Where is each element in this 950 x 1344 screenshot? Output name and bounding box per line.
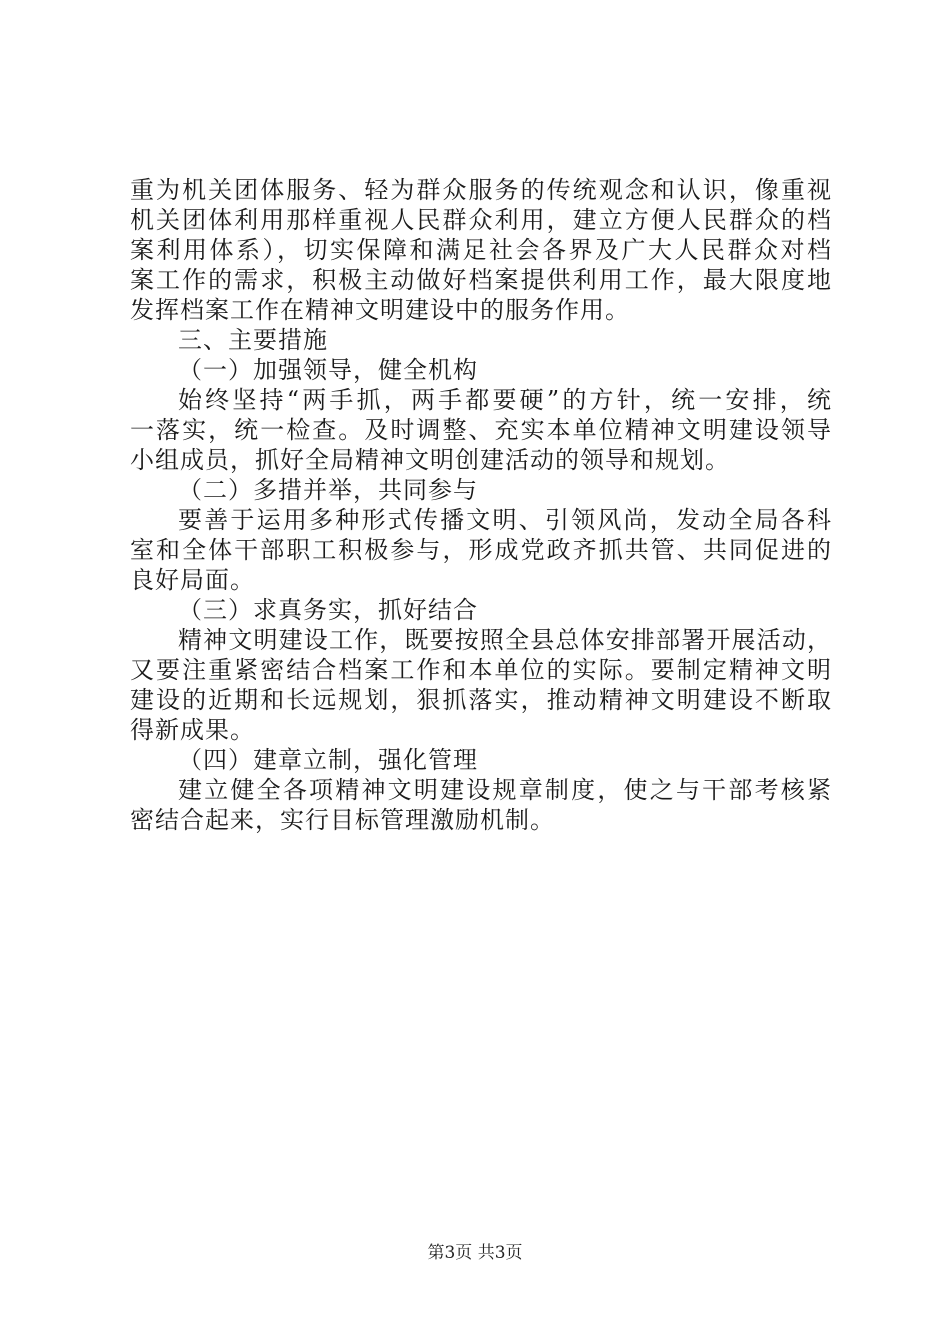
page-footer: 第3页 共3页 bbox=[427, 1243, 523, 1263]
paragraph-line: 精神文明建设工作，既要按照全县总体安排部署开展活动， bbox=[178, 626, 832, 654]
paragraph-line: 重为机关团体服务、轻为群众服务的传统观念和认识，像重视 bbox=[130, 176, 832, 204]
paragraph-line: 案工作的需求，积极主动做好档案提供利用工作，最大限度地 bbox=[130, 266, 832, 294]
paragraph-line: 始终坚持“两手抓，两手都要硬”的方针，统一安排，统 bbox=[178, 386, 832, 414]
paragraph-line: 又要注重紧密结合档案工作和本单位的实际。要制定精神文明 bbox=[130, 656, 832, 684]
paragraph-line: 建立健全各项精神文明建设规章制度，使之与干部考核紧 bbox=[178, 776, 832, 804]
paragraph-line: 良好局面。 bbox=[130, 566, 255, 594]
paragraph-line: 小组成员，抓好全局精神文明创建活动的领导和规划。 bbox=[130, 446, 730, 474]
paragraph-line: 密结合起来，实行目标管理激励机制。 bbox=[130, 806, 555, 834]
paragraph-line: 机关团体利用那样重视人民群众利用，建立方便人民群众的档 bbox=[130, 206, 832, 234]
paragraph-line: 发挥档案工作在精神文明建设中的服务作用。 bbox=[130, 296, 630, 324]
paragraph-line: 建设的近期和长远规划，狠抓落实，推动精神文明建设不断取 bbox=[130, 686, 832, 714]
paragraph-line: 案利用体系），切实保障和满足社会各界及广大人民群众对档 bbox=[130, 236, 832, 264]
section-heading: 三、主要措施 bbox=[178, 326, 328, 354]
section-heading: （二）多措并举，共同参与 bbox=[178, 476, 478, 504]
paragraph-line: 得新成果。 bbox=[130, 716, 255, 744]
document-body bbox=[130, 175, 832, 835]
paragraph-line: 室和全体干部职工积极参与，形成党政齐抓共管、共同促进的 bbox=[130, 536, 832, 564]
paragraph-line: 一落实，统一检查。及时调整、充实本单位精神文明建设领导 bbox=[130, 416, 832, 444]
section-heading: （三）求真务实，抓好结合 bbox=[178, 596, 478, 624]
section-heading: （一）加强领导，健全机构 bbox=[178, 356, 478, 384]
section-heading: （四）建章立制，强化管理 bbox=[178, 746, 478, 774]
paragraph-line: 要善于运用多种形式传播文明、引领风尚，发动全局各科 bbox=[178, 506, 832, 534]
